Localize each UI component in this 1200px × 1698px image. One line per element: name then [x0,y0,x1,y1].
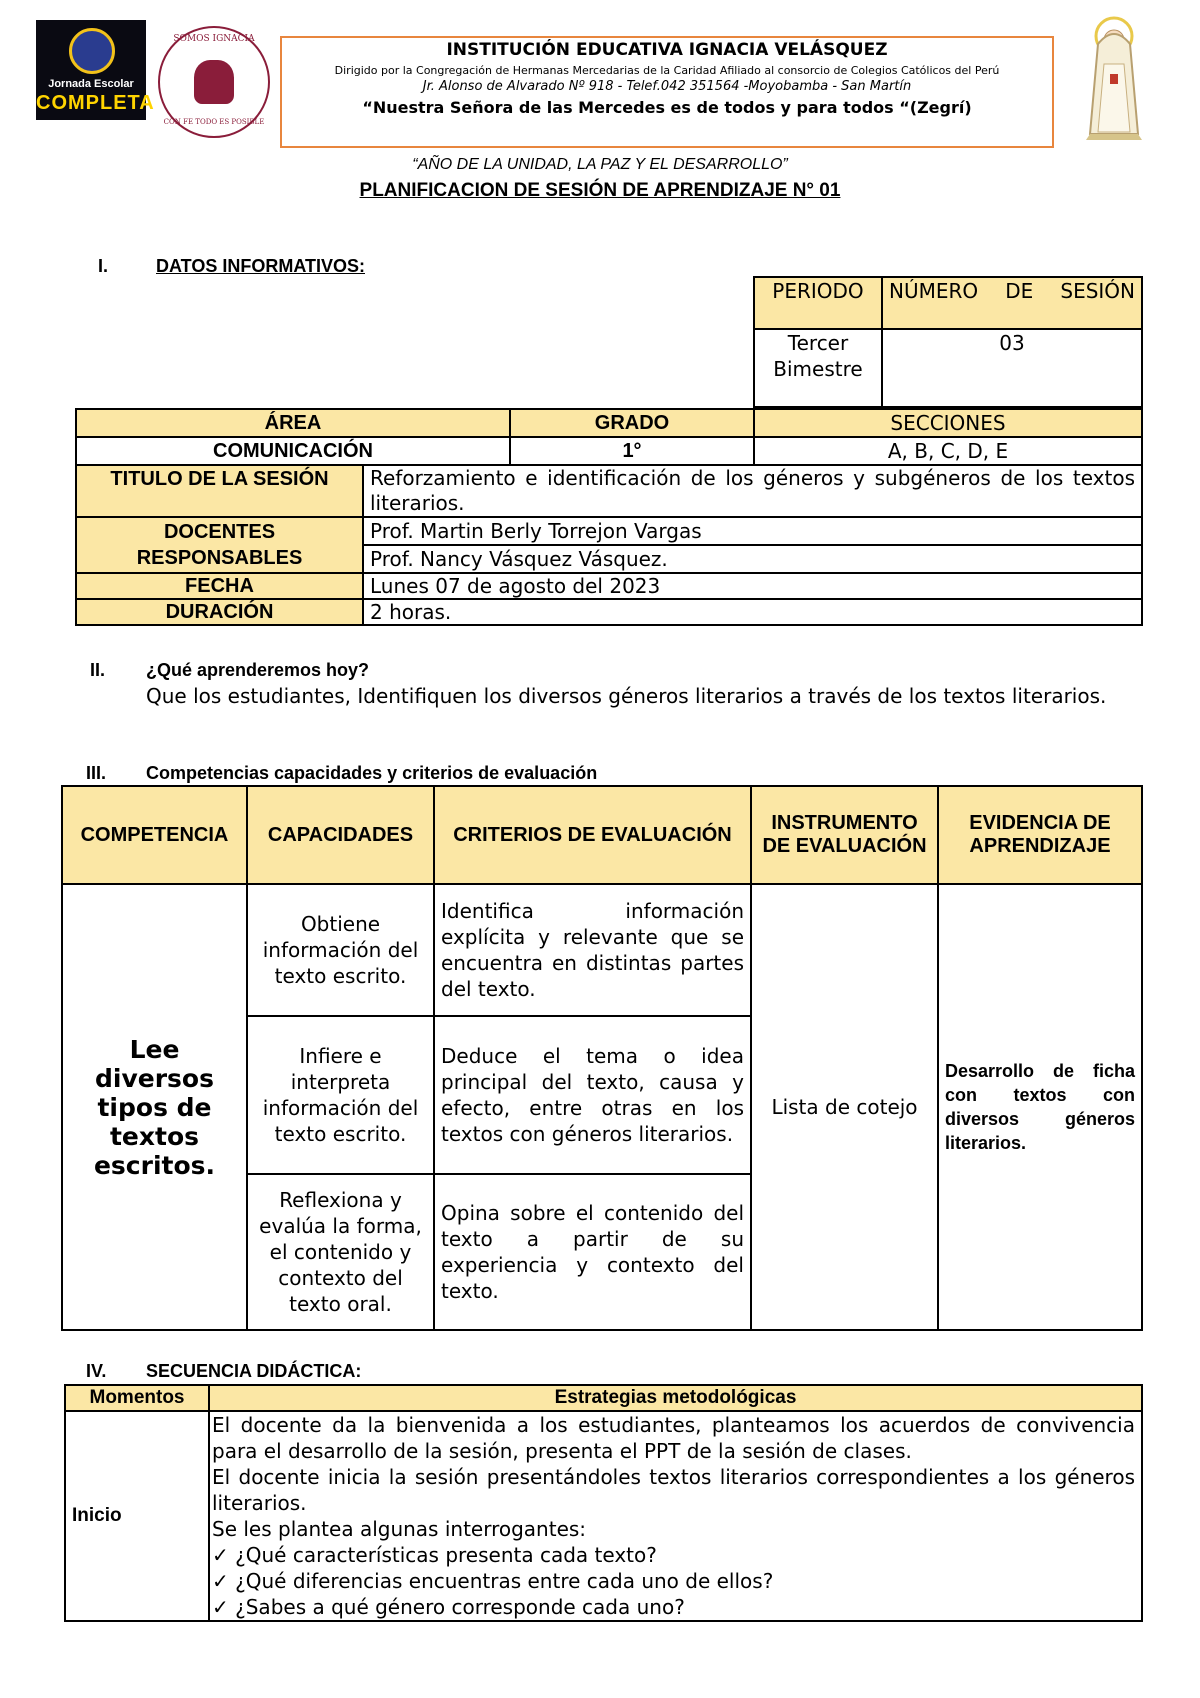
secciones-label: SECCIONES [754,409,1142,437]
secuencia-table [64,1384,1143,1622]
fecha-label: FECHA [76,573,363,599]
area-value: COMUNICACIÓN [76,437,510,465]
duracion-value: 2 horas. [363,599,1142,625]
virgin-mary-illustration-icon [1068,14,1160,144]
page-title: PLANIFICACION DE SESIÓN DE APRENDIZAJE N° 01 [359,180,841,201]
area-table [75,408,1143,466]
numero-sesion-label: NÚMERO DE SESIÓN [882,277,1142,329]
institution-name: INSTITUCIÓN EDUCATIVA IGNACIA VELÁSQUEZ [446,40,888,60]
question-item: ✓ ¿Qué características presenta cada texto? [212,1543,657,1567]
learning-goal-text: Que los estudiantes, Identifiquen los diversos géneros literarios a través de los textos literarios. [146,684,1107,708]
numero-sesion-value: 03 [882,329,1142,407]
header-competencia: COMPETENCIA [62,786,247,884]
strategy-line: El docente da la bienvenida a los estudiantes, planteamos los acuerdos de convivencia para el desarrollo de la sesión, presenta el PPT de la sesión de clases. [212,1413,1135,1463]
school-seal-logo [158,26,270,138]
clock-icon [69,28,115,74]
docentes-label: DOCENTES RESPONSABLES [76,517,363,573]
instrumento-value: Lista de cotejo [751,884,938,1330]
seal-emblem-icon [194,60,234,104]
section-number: III. [86,763,107,783]
section-title: Competencias capacidades y criterios de evaluación [146,763,598,783]
period-table [753,276,1143,408]
check-icon: ✓ [212,1543,229,1567]
criterio-2: Deduce el tema o idea principal del texto, causa y efecto, entre otras en los textos con géneros literarios. [434,1016,751,1174]
header-evidencia: EVIDENCIA DE APRENDIZAJE [938,786,1142,884]
fecha-value: Lunes 07 de agosto del 2023 [363,573,1142,599]
institution-motto: “Nuestra Señora de las Mercedes es de todos y para todos “(Zegrí) [362,98,972,117]
criterio-1: Identifica información explícita y relevante que se encuentra en distintas partes del texto. [434,884,751,1016]
evidencia-value: Desarrollo de ficha con textos con diversos géneros literarios. [938,884,1142,1330]
docente-1: Prof. Martin Berly Torrejon Vargas [363,517,1142,545]
grado-value: 1° [510,437,754,465]
logo-line1: Jornada Escolar [48,78,134,90]
check-icon: ✓ [212,1595,229,1619]
question-item: ✓ ¿Qué diferencias encuentras entre cada uno de ellos? [212,1569,774,1593]
logo-line2: COMPLETA [36,92,155,114]
estrategias-content [209,1411,1142,1621]
strategy-line: El docente inicia la sesión presentándoles textos literarios correspondientes a los géneros literarios. [212,1465,1135,1515]
momentos-header: Momentos [65,1385,209,1411]
secciones-value: A, B, C, D, E [754,437,1142,465]
capacidad-1: Obtiene información del texto escrito. [247,884,434,1016]
section-number: I. [98,256,109,276]
periodo-label: PERIODO [754,277,882,329]
institution-affiliation: Dirigido por la Congregación de Hermanas Mercedarias de la Caridad Afiliado al consorcio de Colegios Católicos del Perú [334,64,1000,77]
check-icon: ✓ [212,1569,229,1593]
question-item: ✓ ¿Sabes a qué género corresponde cada uno? [212,1595,685,1619]
section-title: ¿Qué aprenderemos hoy? [146,660,370,680]
estrategias-header: Estrategias metodológicas [209,1385,1142,1411]
criterio-3: Opina sobre el contenido del texto a partir de su experiencia y contexto del texto. [434,1174,751,1330]
titulo-label: TITULO DE LA SESIÓN [76,465,363,517]
section-number: II. [90,660,106,680]
capacidad-3: Reflexiona y evalúa la forma, el contenido y contexto del texto oral. [247,1174,434,1330]
header-criterios: CRITERIOS DE EVALUACIÓN [434,786,751,884]
competencia-value: Lee diversos tipos de textos escritos. [62,884,247,1330]
header-instrumento: INSTRUMENTO DE EVALUACIÓN [751,786,938,884]
session-info-table [75,464,1143,626]
section-title: DATOS INFORMATIVOS: [156,256,365,276]
institution-address: Jr. Alonso de Alvarado Nº 918 - Telef.042 351564 -Moyobamba - San Martín [422,79,912,94]
strategy-line: Se les plantea algunas interrogantes: [212,1517,587,1541]
seal-top-text: SOMOS IGNACIA [173,34,255,44]
duracion-label: DURACIÓN [76,599,363,625]
titulo-value: Reforzamiento e identificación de los géneros y subgéneros de los textos literarios. [363,465,1142,517]
periodo-value: Tercer Bimestre [754,329,882,407]
year-motto: “AÑO DE LA UNIDAD, LA PAZ Y EL DESARROLLO” [412,156,788,173]
seal-bottom-text: CON FE TODO ES POSIBLE [163,118,265,126]
institution-header-box [280,36,1054,148]
momento-inicio: Inicio [65,1411,209,1621]
grado-label: GRADO [510,409,754,437]
jornada-escolar-logo [36,20,155,120]
capacidad-2: Infiere e interpreta información del texto escrito. [247,1016,434,1174]
docente-2: Prof. Nancy Vásquez Vásquez. [363,545,1142,573]
section-title: SECUENCIA DIDÁCTICA: [146,1361,362,1381]
header-capacidades: CAPACIDADES [247,786,434,884]
section-number: IV. [86,1361,107,1381]
area-label: ÁREA [76,409,510,437]
competencias-table [61,785,1143,1331]
